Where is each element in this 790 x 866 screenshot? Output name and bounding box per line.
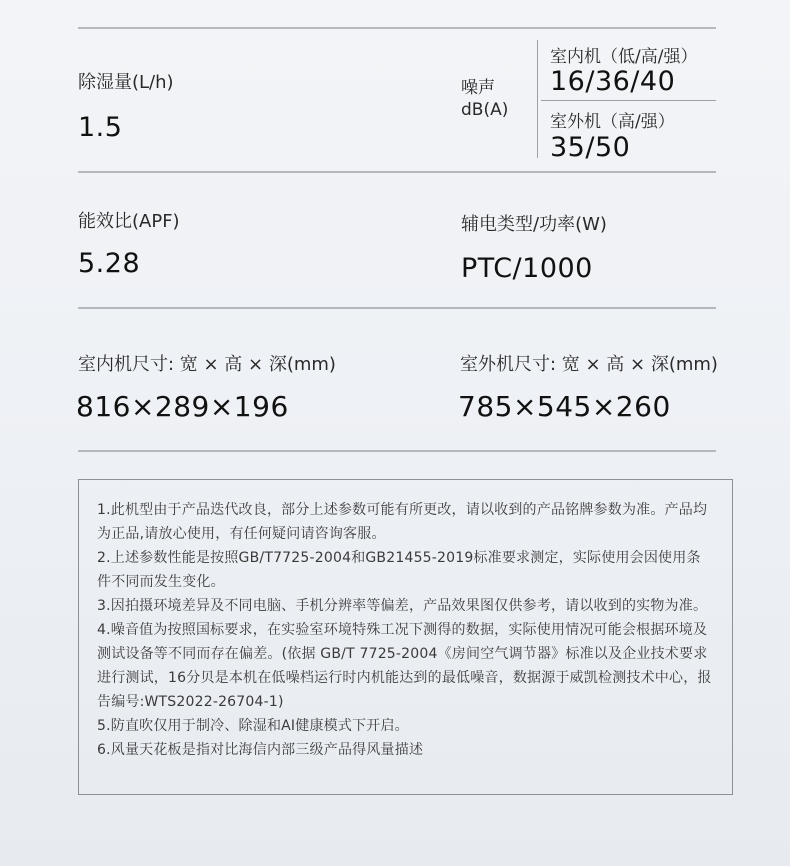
noise-label-line2: dB(A) xyxy=(461,100,509,120)
noise-outdoor-value: 35/50 xyxy=(550,132,631,163)
divider-top xyxy=(78,27,716,29)
indoor-size-label: 室内机尺寸: 宽 × 高 × 深(mm) xyxy=(78,354,336,375)
outdoor-size-label: 室外机尺寸: 宽 × 高 × 深(mm) xyxy=(460,354,718,375)
divider-row3 xyxy=(78,450,716,452)
aux-heat-value: PTC/1000 xyxy=(461,253,593,284)
dehumid-value: 1.5 xyxy=(78,112,123,143)
noise-label-line1: 噪声 xyxy=(461,78,495,98)
noise-indoor-value: 16/36/40 xyxy=(550,66,676,97)
note-item: 4.噪音值为按照国标要求，在实验室环境特殊工况下测得的数据，实际使用情况可能会根据环境及测试设备等不同而存在偏差。(依据 GB/T 7725-2004《房间空气调节器》标准以及企业技术要求进行测试，16分贝是本机在低噪档运行时内机能达到的最低噪音，数据源于威凯检测技术中心，报告编号:WTS2022-26704-1) xyxy=(97,622,712,710)
dehumid-label: 除湿量(L/h) xyxy=(78,72,174,93)
note-item: 6.风量天花板是指对比海信内部三级产品得风量描述 xyxy=(97,742,424,758)
noise-indoor-label: 室内机（低/高/强） xyxy=(550,47,698,67)
noise-label xyxy=(461,77,508,121)
note-item: 1.此机型由于产品迭代改良，部分上述参数可能有所更改，请以收到的产品铭牌参数为准。产品均为正品,请放心使用，有任何疑问请咨询客服。 xyxy=(97,502,708,542)
aux-heat-label: 辅电类型/功率(W) xyxy=(461,214,607,235)
noise-vertical-divider xyxy=(537,40,538,158)
note-item: 2.上述参数性能是按照GB/T7725-2004和GB21455-2019标准要求测定，实际使用会因使用条件不同而发生变化。 xyxy=(97,550,701,590)
outdoor-size-value: 785×545×260 xyxy=(458,390,671,423)
noise-outdoor-label: 室外机（高/强） xyxy=(550,112,675,132)
apf-value: 5.28 xyxy=(78,248,141,279)
apf-label: 能效比(APF) xyxy=(78,211,180,232)
noise-inner-divider xyxy=(541,100,716,101)
divider-row1 xyxy=(78,171,716,173)
indoor-size-value: 816×289×196 xyxy=(76,390,289,423)
notes-box xyxy=(78,479,733,795)
note-item: 5.防直吹仅用于制冷、除湿和AI健康模式下开启。 xyxy=(97,718,409,734)
note-item: 3.因拍摄环境差异及不同电脑、手机分辨率等偏差，产品效果图仅供参考，请以收到的实物为准。 xyxy=(97,598,708,614)
divider-row2 xyxy=(78,307,716,309)
